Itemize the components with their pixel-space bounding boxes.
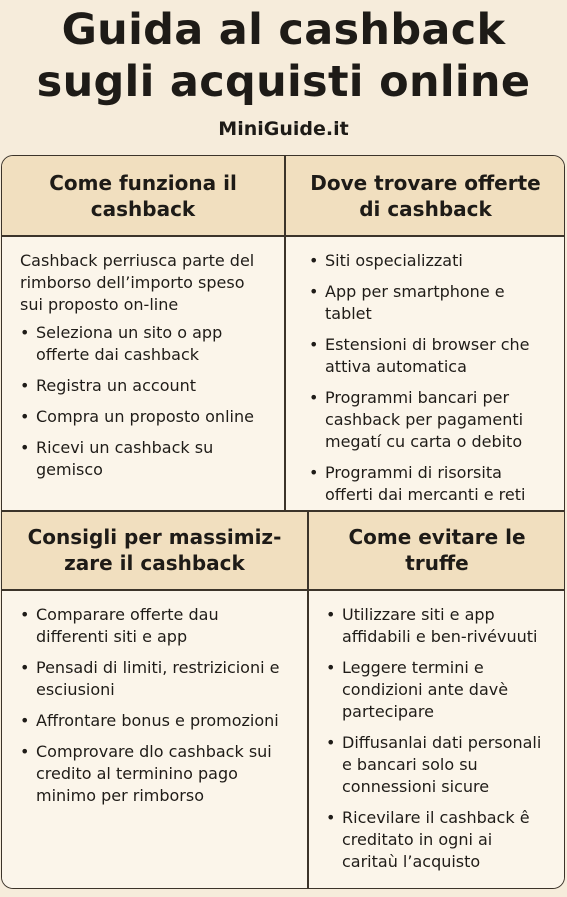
section-heading-where-to-find: Dove trovare offerte di cashback — [285, 156, 565, 235]
list-item: • Seleziona un sito o app offerte dai cashback — [20, 322, 270, 366]
section-heading-tips: Consigli per massimiz-zare il cashback — [2, 511, 307, 589]
section-body-avoid-scams — [308, 590, 565, 889]
list-item: • Diffusanlai dati personali e bancari solo su connessioni sicure — [326, 732, 552, 798]
list-item: • Programmi di risorsita offerti dai mercanti e reti — [309, 462, 552, 506]
row-divider — [2, 510, 565, 512]
list-item: • Programmi bancari per cashback per pagamenti megatí cu carta o debito — [309, 387, 552, 453]
list-item: • Utilizzare siti e app affidabili e ben-rivévuuti — [326, 604, 552, 648]
list-item: • Pensadi di limiti, restrizicioni e esciusioni — [20, 657, 293, 701]
section-heading-how-it-works: Come funziona il cashback — [2, 156, 284, 235]
list-item: • Ricevi un cashback su gemisco — [20, 437, 270, 481]
section-body-where-to-find — [285, 236, 565, 510]
title-line-1: Guida al cashback — [61, 5, 506, 55]
bullet-list — [20, 604, 293, 807]
section-heading-avoid-scams: Come evitare le truffe — [308, 511, 565, 589]
guide-grid — [1, 155, 565, 889]
brand-name: MiniGuide.it — [218, 118, 349, 140]
list-item: • Estensioni di browser che attiva automatica — [309, 334, 552, 378]
section-body-how-it-works — [2, 236, 284, 510]
list-item: • Comparare offerte dau differenti siti e app — [20, 604, 293, 648]
row-divider — [2, 235, 565, 237]
bullet-list — [326, 604, 552, 873]
list-item: • Registra un account — [20, 375, 270, 397]
section-intro: Cashback perriusca parte del rimborso dell’importo speso sui proposto on-line — [20, 251, 255, 314]
list-item: • Comprovare dlo cashback sui credito al terminino pago minimo per rimborso — [20, 741, 293, 807]
column-divider-bottom — [307, 511, 309, 889]
bullet-list — [20, 322, 270, 481]
column-divider-top — [284, 156, 286, 511]
list-item: • Affrontare bonus e promozioni — [20, 710, 293, 732]
list-item: • App per smartphone e tablet — [309, 281, 552, 325]
list-item: • Compra un proposto online — [20, 406, 270, 428]
title-line-2: sugli acquisti online — [36, 57, 531, 107]
list-item: • Ricevilare il cashback ê creditato in ogni ai caritaù l’acquisto — [326, 807, 552, 873]
row-divider — [2, 589, 565, 591]
list-item: • Siti ospecializzati — [309, 250, 552, 272]
page-title — [0, 4, 567, 108]
bullet-list — [309, 250, 552, 506]
list-item: • Leggere termini e condizioni ante davè partecipare — [326, 657, 552, 723]
section-body-tips — [2, 590, 307, 889]
